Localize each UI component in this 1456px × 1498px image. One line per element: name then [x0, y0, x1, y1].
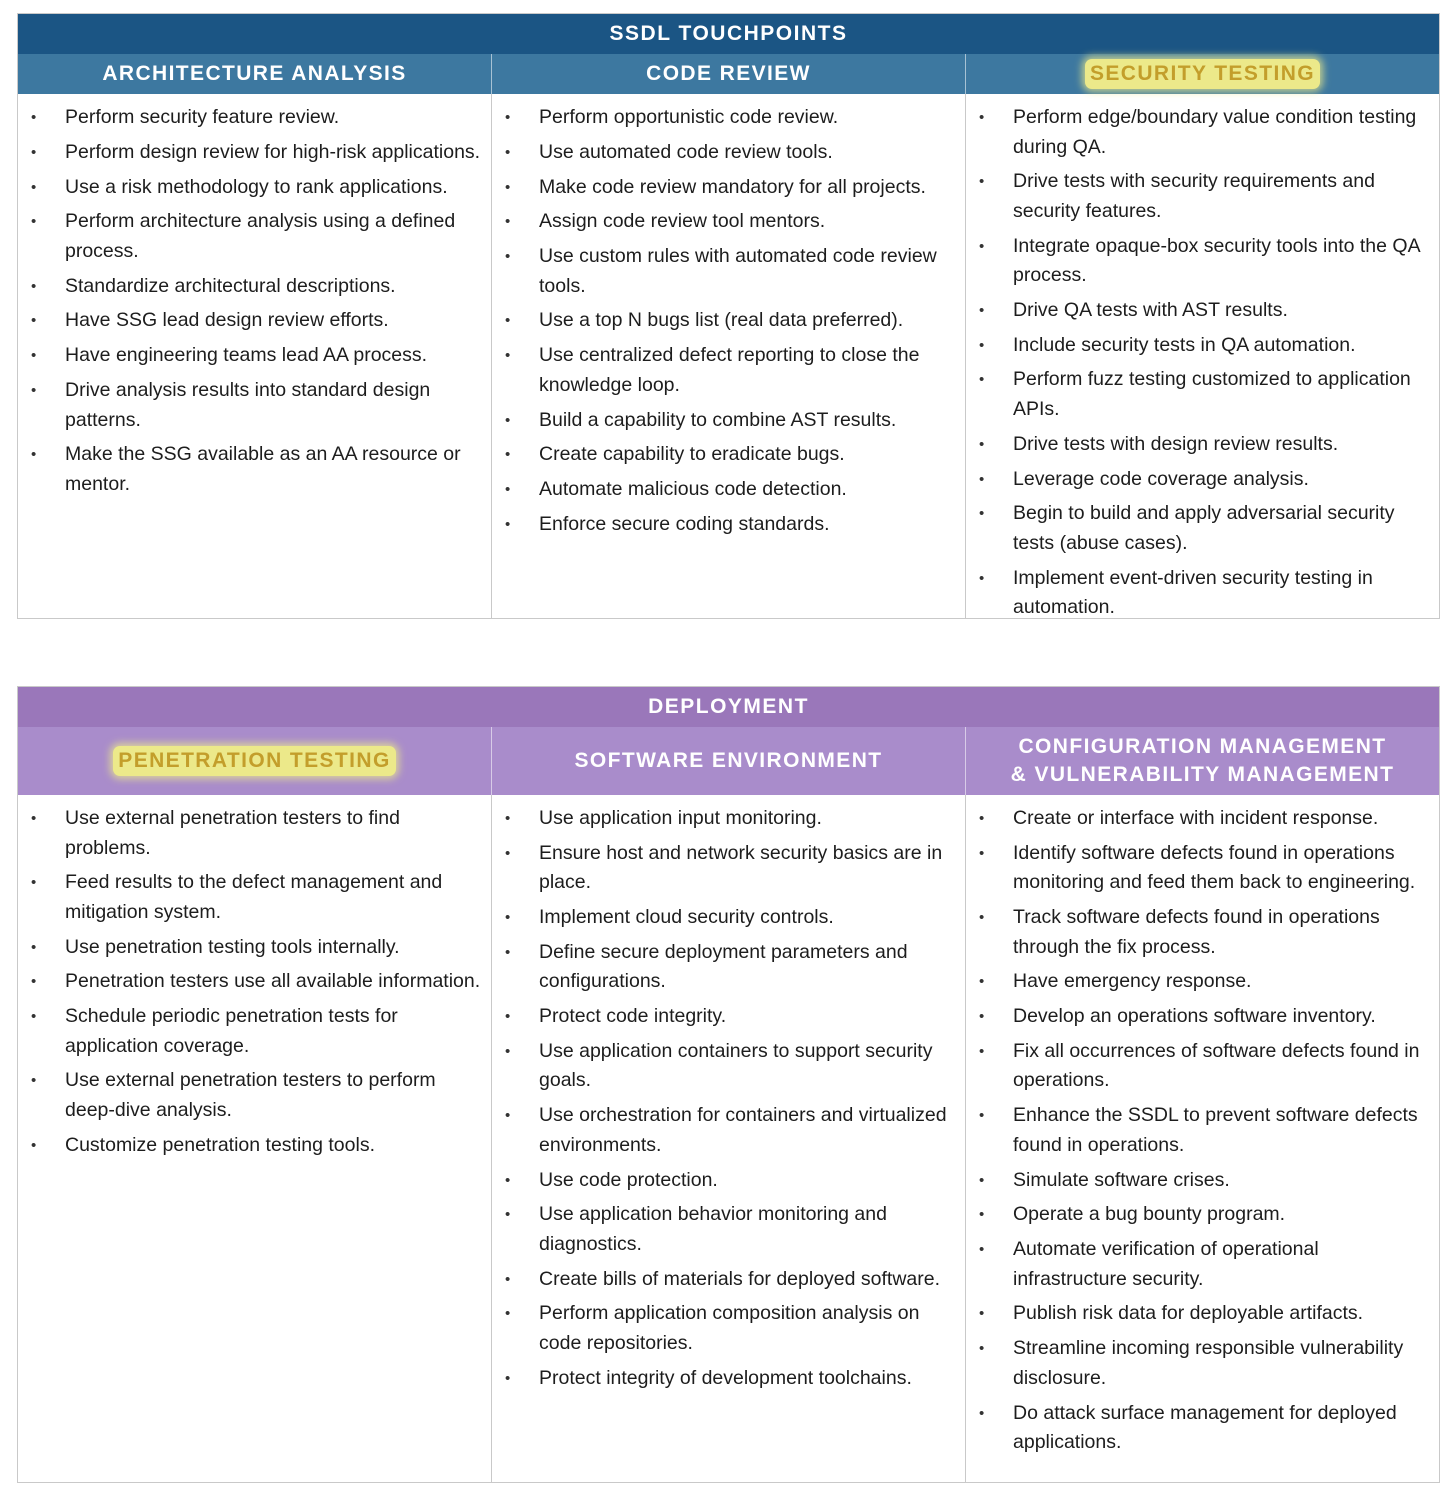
list-item: • Build a capability to combine AST results.	[502, 406, 955, 436]
list-item: • Drive tests with security requirements and security features.	[976, 167, 1429, 226]
software-environment-column	[491, 795, 965, 1482]
list-item: • Ensure host and network security basics are in place.	[502, 839, 955, 898]
software-environment-heading: SOFTWARE ENVIRONMENT	[491, 727, 965, 795]
list-item: • Protect code integrity.	[502, 1002, 955, 1032]
list-item: • Use orchestration for containers and virtualized environments.	[502, 1101, 955, 1160]
list-item: • Use code protection.	[502, 1166, 955, 1196]
list-item: • Perform edge/boundary value condition testing during QA.	[976, 103, 1429, 162]
highlighted-heading: PENETRATION TESTING	[113, 746, 395, 776]
list-item: • Use application behavior monitoring and diagnostics.	[502, 1200, 955, 1259]
list-item: • Use custom rules with automated code review tools.	[502, 242, 955, 301]
list-item: • Use external penetration testers to perform deep-dive analysis.	[28, 1066, 481, 1125]
architecture-analysis-list	[28, 103, 481, 499]
list-item: • Use application containers to support security goals.	[502, 1037, 955, 1096]
list-item: • Have engineering teams lead AA process.	[28, 341, 481, 371]
list-item: • Integrate opaque-box security tools into the QA process.	[976, 232, 1429, 291]
list-item: • Penetration testers use all available information.	[28, 967, 481, 997]
deployment-body-row	[18, 795, 1439, 1482]
list-item: • Automate malicious code detection.	[502, 475, 955, 505]
list-item: • Automate verification of operational infrastructure security.	[976, 1235, 1429, 1294]
list-item: • Assign code review tool mentors.	[502, 207, 955, 237]
list-item: • Make code review mandatory for all projects.	[502, 173, 955, 203]
code-review-list	[502, 103, 955, 539]
touchpoints-header-row	[18, 54, 1439, 94]
code-review-heading: CODE REVIEW	[491, 54, 965, 94]
list-item: • Feed results to the defect management and mitigation system.	[28, 868, 481, 927]
list-item: • Perform architecture analysis using a defined process.	[28, 207, 481, 266]
list-item: • Protect integrity of development toolchains.	[502, 1364, 955, 1394]
config-vuln-management-list	[976, 804, 1429, 1458]
highlighted-heading: SECURITY TESTING	[1085, 59, 1320, 89]
list-item: • Enforce secure coding standards.	[502, 510, 955, 540]
ssdl-touchpoints-table	[17, 13, 1440, 619]
list-item: • Create bills of materials for deployed software.	[502, 1265, 955, 1295]
penetration-testing-column	[18, 795, 491, 1482]
list-item: • Implement cloud security controls.	[502, 903, 955, 933]
list-item: • Make the SSG available as an AA resource or mentor.	[28, 440, 481, 499]
security-testing-heading	[965, 54, 1439, 94]
list-item: • Standardize architectural descriptions.	[28, 272, 481, 302]
security-testing-column	[965, 94, 1439, 618]
list-item: • Implement event-driven security testing in automation.	[976, 564, 1429, 623]
list-item: • Use application input monitoring.	[502, 804, 955, 834]
deployment-title: DEPLOYMENT	[18, 687, 1439, 727]
list-item: • Identify software defects found in operations monitoring and feed them back to engineering.	[976, 839, 1429, 898]
list-item: • Streamline incoming responsible vulnerability disclosure.	[976, 1334, 1429, 1393]
list-item: • Have SSG lead design review efforts.	[28, 306, 481, 336]
list-item: • Publish risk data for deployable artifacts.	[976, 1299, 1429, 1329]
list-item: • Use a top N bugs list (real data preferred).	[502, 306, 955, 336]
list-item: • Simulate software crises.	[976, 1166, 1429, 1196]
list-item: • Begin to build and apply adversarial security tests (abuse cases).	[976, 499, 1429, 558]
penetration-testing-heading	[18, 727, 491, 795]
penetration-testing-list	[28, 804, 481, 1160]
list-item: • Drive analysis results into standard design patterns.	[28, 376, 481, 435]
config-vuln-management-column	[965, 795, 1439, 1482]
software-environment-list	[502, 804, 955, 1393]
list-item: • Use a risk methodology to rank applications.	[28, 173, 481, 203]
list-item: • Enhance the SSDL to prevent software defects found in operations.	[976, 1101, 1429, 1160]
list-item: • Use penetration testing tools internally.	[28, 933, 481, 963]
list-item: • Create capability to eradicate bugs.	[502, 440, 955, 470]
list-item: • Customize penetration testing tools.	[28, 1131, 481, 1161]
list-item: • Use external penetration testers to find problems.	[28, 804, 481, 863]
list-item: • Develop an operations software inventory.	[976, 1002, 1429, 1032]
list-item: • Define secure deployment parameters and configurations.	[502, 938, 955, 997]
list-item: • Do attack surface management for deployed applications.	[976, 1399, 1429, 1458]
list-item: • Use centralized defect reporting to close the knowledge loop.	[502, 341, 955, 400]
list-item: • Drive QA tests with AST results.	[976, 296, 1429, 326]
list-item: • Perform design review for high-risk applications.	[28, 138, 481, 168]
code-review-column	[491, 94, 965, 618]
list-item: • Drive tests with design review results.	[976, 430, 1429, 460]
touchpoints-body-row	[18, 94, 1439, 618]
list-item: • Have emergency response.	[976, 967, 1429, 997]
list-item: • Schedule periodic penetration tests for application coverage.	[28, 1002, 481, 1061]
list-item: • Perform application composition analysis on code repositories.	[502, 1299, 955, 1358]
list-item: • Perform fuzz testing customized to application APIs.	[976, 365, 1429, 424]
list-item: • Perform opportunistic code review.	[502, 103, 955, 133]
architecture-analysis-heading: ARCHITECTURE ANALYSIS	[102, 62, 407, 85]
list-item: • Create or interface with incident response.	[976, 804, 1429, 834]
security-testing-list	[976, 103, 1429, 623]
ssdl-touchpoints-title: SSDL TOUCHPOINTS	[18, 14, 1439, 54]
config-vuln-management-heading: CONFIGURATION MANAGEMENT & VULNERABILITY MANAGEMENT	[965, 727, 1439, 795]
list-item: • Perform security feature review.	[28, 103, 481, 133]
deployment-table	[17, 686, 1440, 1483]
list-item: • Track software defects found in operations through the fix process.	[976, 903, 1429, 962]
architecture-analysis-column	[18, 94, 491, 618]
list-item: • Include security tests in QA automation.	[976, 331, 1429, 361]
deployment-header-row	[18, 727, 1439, 795]
list-item: • Operate a bug bounty program.	[976, 1200, 1429, 1230]
list-item: • Fix all occurrences of software defects found in operations.	[976, 1037, 1429, 1096]
list-item: • Leverage code coverage analysis.	[976, 465, 1429, 495]
list-item: • Use automated code review tools.	[502, 138, 955, 168]
